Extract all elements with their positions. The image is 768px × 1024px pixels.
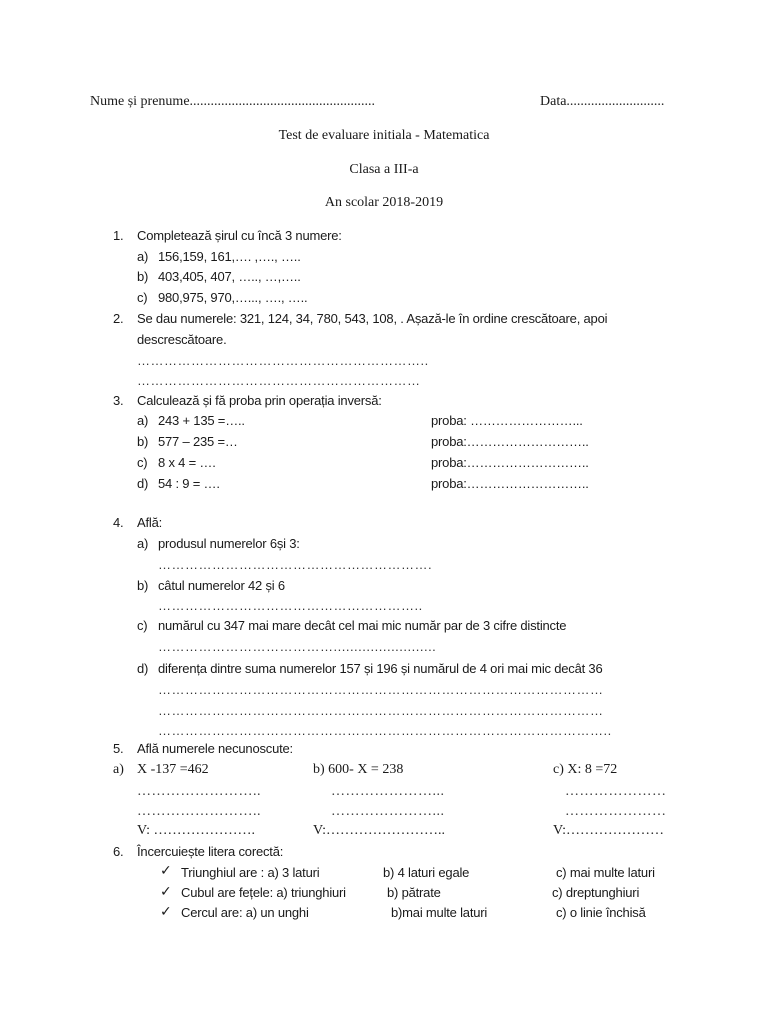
q3-letter-c: c) <box>137 455 148 470</box>
q4-text: Află: <box>137 515 163 530</box>
checkmark-icon: ✓ <box>160 863 172 879</box>
q5-blank-c1: ………………… <box>565 784 667 799</box>
test-title: Test de evaluare initiala - Matematica <box>278 128 490 143</box>
q4-item-b: câtul numerelor 42 și 6 <box>158 578 285 593</box>
q4-item-d: diferența dintre suma numerelor 157 și 196 și numărul de 4 ori mai mic decât 36 <box>158 661 603 676</box>
q5-blank-a2: …………………….. <box>137 804 261 819</box>
q5-blank-b1: …………………... <box>331 784 445 799</box>
q2-blank-1: ……………………………………………………….. <box>137 353 429 368</box>
q4-blank-c: …………………………………......................... <box>158 639 437 654</box>
date-field: Data............................ <box>540 94 665 109</box>
q3-item-c: 8 x 4 = …. <box>158 455 216 470</box>
q6-row2-c: c) dreptunghiuri <box>552 885 640 900</box>
q3-proba-a: proba: ……………………... <box>431 413 583 428</box>
q3-letter-d: d) <box>137 476 149 491</box>
q4-letter-b: b) <box>137 578 149 593</box>
q6-row3-a: Cercul are: a) un unghi <box>181 905 309 920</box>
q3-number: 3. <box>113 393 124 408</box>
q3-item-a: 243 + 135 =….. <box>158 413 245 428</box>
q6-text: Încercuiește litera corectă: <box>137 844 284 859</box>
q4-blank-d2: ……………………………………………………………………………………… <box>158 703 604 718</box>
q6-number: 6. <box>113 844 124 859</box>
q3-item-b: 577 – 235 =… <box>158 434 238 449</box>
q1-item-a: 156,159, 161,…. ,…., ….. <box>158 249 301 264</box>
q5-verify-c: V:………………… <box>553 823 664 838</box>
q3-proba-d: proba:……………………….. <box>431 476 589 491</box>
q4-blank-b: ………………………………………………….. <box>158 598 423 613</box>
q5-verify-b: V:…………………….. <box>313 823 445 838</box>
q3-letter-b: b) <box>137 434 149 449</box>
q3-proba-b: proba:……………………….. <box>431 434 589 449</box>
q5-equation-b: b) 600- X = 238 <box>313 762 404 777</box>
q5-equation-a: X -137 =462 <box>137 762 209 777</box>
q4-blank-a: ……………………………………………………. <box>158 557 433 572</box>
year-title: An scolar 2018-2019 <box>324 195 444 210</box>
q1-number: 1. <box>113 228 124 243</box>
q1-item-c: 980,975, 970,…..., …., ….. <box>158 290 308 305</box>
q6-row2-a: Cubul are fețele: a) triunghiuri <box>181 885 346 900</box>
q4-blank-d1: ……………………………………………………………………………………… <box>158 682 604 697</box>
q2-line2: descrescătoare. <box>137 332 227 347</box>
class-title: Clasa a III-a <box>349 162 419 177</box>
q5-number: 5. <box>113 741 124 756</box>
q1-item-b: 403,405, 407, ….., …,….. <box>158 269 301 284</box>
q5-blank-c2: ………………… <box>565 804 667 819</box>
checkmark-icon: ✓ <box>160 884 172 900</box>
q6-row1-b: b) 4 laturi egale <box>383 865 470 880</box>
q6-row2-b: b) pătrate <box>387 885 441 900</box>
name-field: Nume și prenume..................................................... <box>90 94 376 109</box>
q6-row1-c: c) mai multe laturi <box>556 865 655 880</box>
q4-number: 4. <box>113 515 124 530</box>
q6-row3-b: b)mai multe laturi <box>391 905 488 920</box>
q5-verify-a: V: …………………. <box>137 823 255 838</box>
checkmark-icon: ✓ <box>160 904 172 920</box>
q3-item-d: 54 : 9 = …. <box>158 476 220 491</box>
q4-letter-a: a) <box>137 536 149 551</box>
q5-equation-c: c) X: 8 =72 <box>553 762 618 777</box>
q1-letter-b: b) <box>137 269 149 284</box>
q2-line1: Se dau numerele: 321, 124, 34, 780, 543, 108, . Așază-le în ordine crescătoare, apoi <box>137 311 608 326</box>
q3-proba-c: proba:……………………….. <box>431 455 589 470</box>
q4-item-c: numărul cu 347 mai mare decât cel mai mic număr par de 3 cifre distincte <box>158 618 567 633</box>
q1-text: Completează șirul cu încă 3 numere: <box>137 228 342 243</box>
q6-row1-a: Triunghiul are : a) 3 laturi <box>181 865 320 880</box>
q2-blank-2: ……………………………………………………… <box>137 373 421 388</box>
q5-letter-a: a) <box>113 762 124 777</box>
q2-number: 2. <box>113 311 124 326</box>
q6-row3-c: c) o linie închisă <box>556 905 646 920</box>
q3-text: Calculează și fă proba prin operația inversă: <box>137 393 382 408</box>
q4-letter-d: d) <box>137 661 149 676</box>
q5-blank-a1: …………………….. <box>137 784 261 799</box>
q4-item-a: produsul numerelor 6și 3: <box>158 536 300 551</box>
q1-letter-a: a) <box>137 249 149 264</box>
q5-blank-b2: …………………... <box>331 804 445 819</box>
q1-letter-c: c) <box>137 290 148 305</box>
q4-blank-d3: ……………………………………………………………………………………….. <box>158 723 612 738</box>
q5-text: Află numerele necunoscute: <box>137 741 293 756</box>
q3-letter-a: a) <box>137 413 149 428</box>
q4-letter-c: c) <box>137 618 148 633</box>
